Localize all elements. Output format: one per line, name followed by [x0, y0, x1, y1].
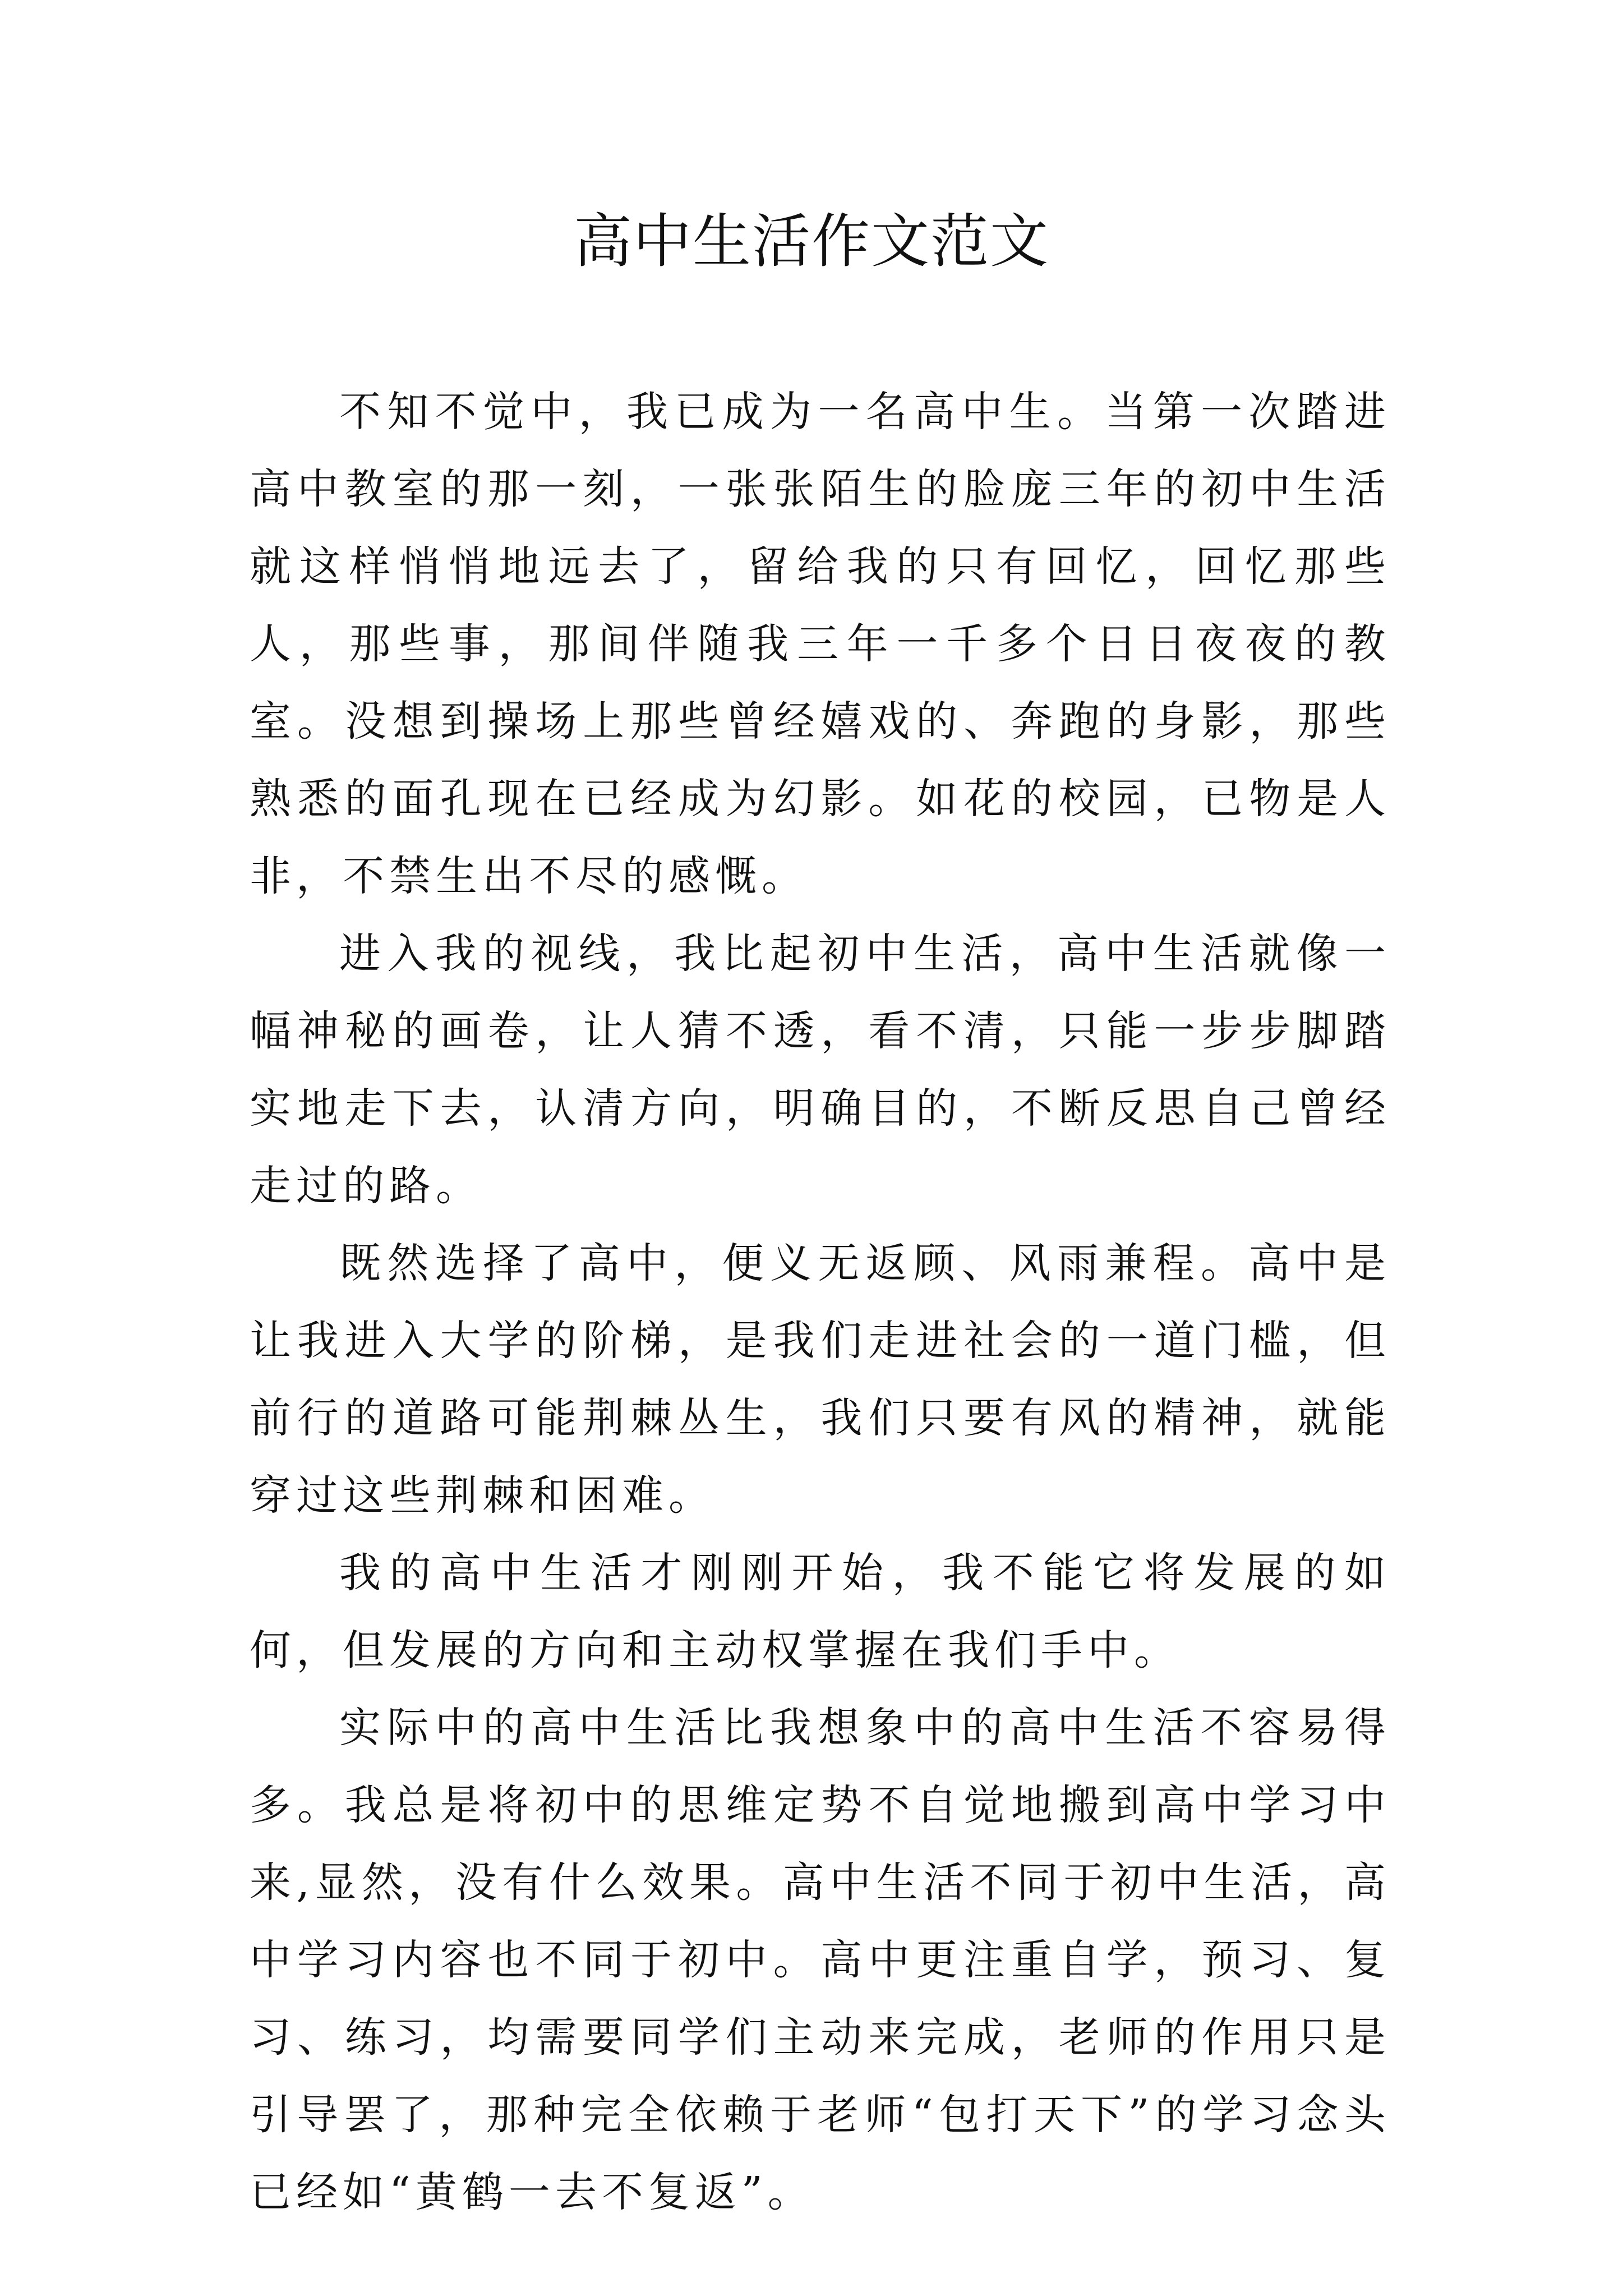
paragraph-3: 既然选择了高中，便义无返顾、风雨兼程。高中是让我进入大学的阶梯，是我们走进社会的一道门槛，但前行的道路可能荆棘丛生，我们只要有风的精神，就能穿过这些荆棘和困难。 [250, 1239, 1391, 1520]
paragraph-1: 不知不觉中，我已成为一名高中生。当第一次踏进高中教室的那一刻，一张张陌生的脸庞三年的初中生活就这样悄悄地远去了，留给我的只有回忆，回忆那些人，那些事，那间伴随我三年一千多个日日夜夜的教室。没想到操场上那些曾经嬉戏的、奔跑的身影，那些熟悉的面孔现在已经成为幻影。如花的校园，已物是人非，不禁生出不尽的感慨。 [250, 388, 1391, 900]
paragraph-4: 我的高中生活才刚刚开始，我不能它将发展的如何，但发展的方向和主动权掌握在我们手中。 [250, 1549, 1391, 1674]
document-title: 高中生活作文范文 [573, 207, 1049, 275]
paragraph-5: 实际中的高中生活比我想象中的高中生活不容易得多。我总是将初中的思维定势不自觉地搬到高中学习中来,显然，没有什么效果。高中生活不同于初中生活，高中学习内容也不同于初中。高中更注重自学，预习、复习、练习，均需要同学们主动来完成，老师的作用只是引导罢了，那种完全依赖于老师“包打天下”的学习念头已经如“黄鹤一去不复返”。 [250, 1704, 1391, 2216]
paragraph-2: 进入我的视线，我比起初中生活，高中生活就像一幅神秘的画卷，让人猜不透，看不清，只能一步步脚踏实地走下去，认清方向，明确目的，不断反思自己曾经走过的路。 [250, 930, 1391, 1210]
document-body [250, 373, 1391, 2231]
